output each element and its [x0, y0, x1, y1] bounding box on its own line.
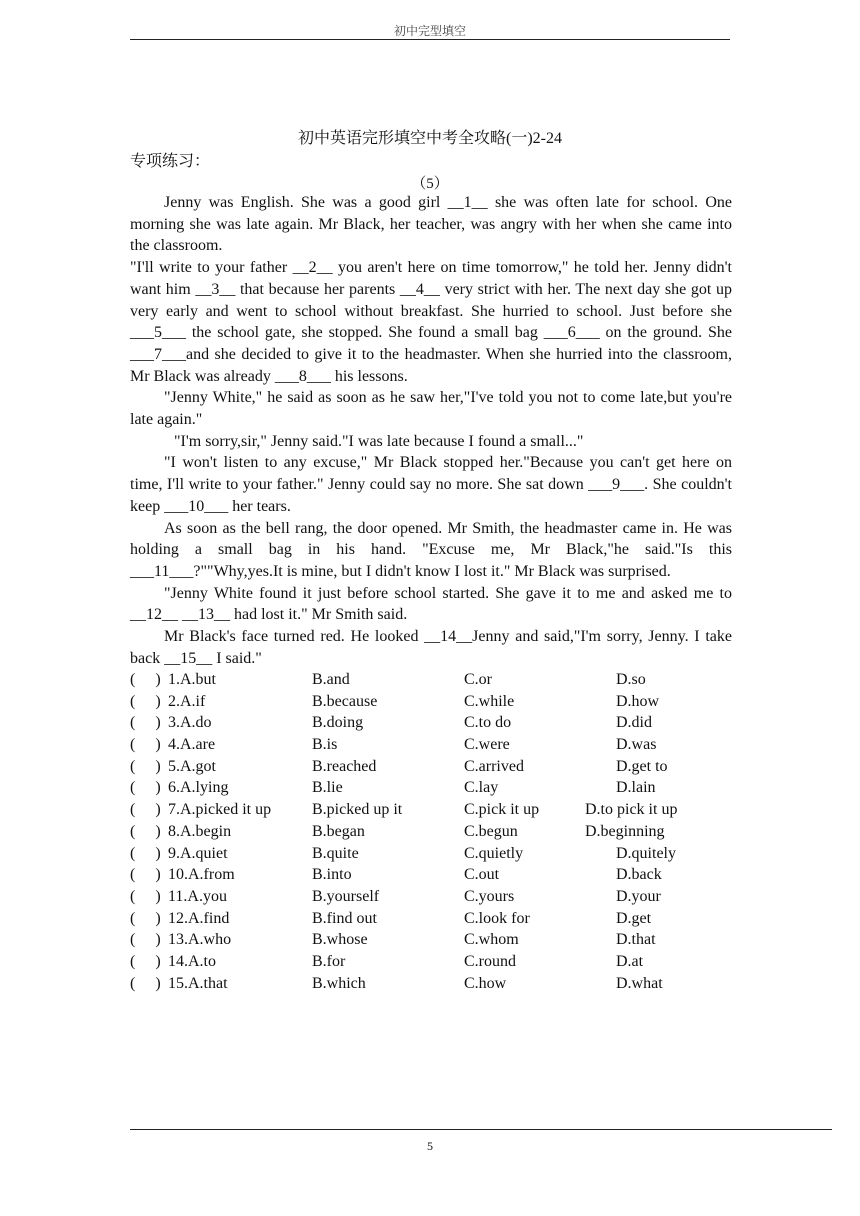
option-a: 12.A.find — [168, 909, 230, 927]
passage-paragraph: "Jenny White," he said as soon as he saw her,"I've told you not to come late,but you're late again." — [130, 389, 732, 429]
option-d: D.get to — [616, 757, 668, 775]
question-row — [130, 799, 730, 821]
passage-paragraph: Mr Black's face turned red. He looked __14__Jenny and said,"I'm sorry, Jenny. I take back __15__ I said." — [130, 628, 732, 667]
option-b: B.for — [312, 952, 346, 970]
question-row — [130, 691, 730, 713]
question-row — [130, 669, 730, 691]
option-d: D.was — [616, 736, 657, 754]
answer-blank[interactable]: ( ) — [130, 714, 161, 732]
option-c: C.whom — [464, 931, 519, 949]
option-a: 9.A.quiet — [168, 844, 228, 862]
passage-number: （5） — [411, 176, 449, 192]
option-a: 4.A.are — [168, 736, 216, 754]
option-b: B.began — [312, 822, 365, 840]
option-c: C.or — [464, 671, 492, 688]
option-a: 6.A.lying — [168, 779, 229, 797]
question-row — [130, 973, 730, 995]
option-a: 13.A.who — [168, 931, 232, 949]
option-c: C.while — [464, 692, 515, 710]
question-row — [130, 864, 730, 886]
option-a: 1.A.but — [168, 671, 216, 688]
option-c: C.lay — [464, 779, 499, 797]
question-row — [130, 734, 730, 756]
answer-blank[interactable]: ( ) — [130, 757, 161, 775]
option-c: C.yours — [464, 887, 515, 905]
page-number: 5 — [427, 1139, 433, 1153]
question-row — [130, 908, 730, 930]
option-c: C.how — [464, 974, 507, 992]
passage-paragraph: As soon as the bell rang, the door opened. Mr Smith, the headmaster came in. He was holding a small bag in his hand. "Excuse me, Mr Black,"he said."Is this ___11___?""Why,yes.It is mine, but I didn't know I lost it." Mr Black was surprised. — [130, 519, 732, 580]
option-d: D.get — [616, 909, 652, 927]
option-b: B.is — [312, 736, 338, 754]
question-row — [130, 756, 730, 778]
document-title: 初中英语完形填空中考全攻略(一)2-24 — [298, 130, 562, 147]
answer-blank[interactable]: ( ) — [130, 909, 161, 927]
option-d: D.your — [616, 887, 661, 905]
option-b: B.picked up it — [312, 801, 403, 819]
option-a: 5.A.got — [168, 757, 216, 775]
option-d: D.at — [616, 952, 644, 970]
option-a: 15.A.that — [168, 974, 228, 992]
option-d: D.that — [616, 931, 656, 949]
answer-blank[interactable]: ( ) — [130, 736, 161, 754]
question-row — [130, 821, 730, 843]
answer-blank[interactable]: ( ) — [130, 974, 161, 992]
option-d: D.what — [616, 974, 663, 992]
answer-blank[interactable]: ( ) — [130, 801, 161, 819]
passage-paragraph: "I won't listen to any excuse," Mr Black stopped her."Because you can't get here on time, I'll write to your father." Jenny could say no more. She sat down ___9___. She couldn't keep ___10___ her tears. — [130, 454, 732, 515]
passage-paragraph: "I'm sorry,sir," Jenny said."I was late because I found a small..." — [174, 432, 584, 450]
answer-blank[interactable]: ( ) — [130, 844, 161, 862]
option-b: B.which — [312, 974, 366, 992]
option-b: B.because — [312, 692, 378, 710]
option-c: C.arrived — [464, 757, 524, 775]
running-header: 初中完型填空 — [393, 24, 466, 38]
answer-blank[interactable]: ( ) — [130, 671, 161, 688]
option-d: D.to pick it up — [585, 801, 678, 819]
option-c: C.pick it up — [464, 801, 540, 819]
answer-blank[interactable]: ( ) — [130, 952, 161, 970]
option-c: C.were — [464, 736, 510, 754]
option-d: D.beginning — [585, 822, 665, 840]
passage-paragraph: "I'll write to your father __2__ you aren't here on time tomorrow," he told her. Jenny didn't want him __3__ that because her parents __4__ very strict with her. The next day she got up very early and went to school without breakfast. She hurried to school. Just before she ___5___ the school gate, she stopped. She found a small bag ___6___ on the ground. She ___7___and she decided to give it to the headmaster. When she hurried into the classroom, Mr Black was already ___8___ his lessons. — [130, 259, 732, 385]
question-row — [130, 843, 730, 865]
option-c: C.to do — [464, 714, 512, 732]
option-b: B.quite — [312, 844, 359, 862]
question-row — [130, 712, 730, 734]
question-row — [130, 777, 730, 799]
option-b: B.lie — [312, 779, 343, 797]
option-c: C.look for — [464, 909, 530, 927]
cloze-passage — [130, 192, 732, 669]
passage-paragraph: "Jenny White found it just before school started. She gave it to me and asked me to __12__ __13__ had lost it." Mr Smith said. — [130, 584, 732, 624]
option-a: 14.A.to — [168, 952, 216, 970]
option-b: B.and — [312, 671, 350, 688]
option-b: B.whose — [312, 931, 368, 949]
option-b: B.doing — [312, 714, 364, 732]
header-rule — [130, 39, 730, 40]
option-b: B.yourself — [312, 887, 380, 905]
option-b: B.reached — [312, 757, 377, 775]
option-a: 8.A.begin — [168, 822, 232, 840]
option-c: C.begun — [464, 822, 518, 840]
option-b: B.find out — [312, 909, 377, 927]
answer-options-list — [130, 669, 730, 994]
option-a: 10.A.from — [168, 866, 235, 884]
answer-blank[interactable]: ( ) — [130, 931, 161, 949]
option-a: 2.A.if — [168, 692, 206, 710]
answer-blank[interactable]: ( ) — [130, 866, 161, 884]
option-c: C.out — [464, 866, 500, 884]
option-c: C.round — [464, 952, 516, 970]
option-d: D.how — [616, 692, 660, 710]
footer-rule — [130, 1129, 832, 1130]
option-d: D.did — [616, 714, 652, 732]
option-c: C.quietly — [464, 844, 524, 862]
question-row — [130, 951, 730, 973]
option-a: 3.A.do — [168, 714, 212, 732]
option-a: 11.A.you — [168, 887, 227, 905]
option-b: B.into — [312, 866, 352, 884]
answer-blank[interactable]: ( ) — [130, 887, 161, 905]
option-d: D.quitely — [616, 844, 676, 862]
answer-blank[interactable]: ( ) — [130, 779, 161, 797]
answer-blank[interactable]: ( ) — [130, 692, 161, 710]
passage-paragraph: Jenny was English. She was a good girl __1__ she was often late for school. One morning she was late again. Mr Black, her teacher, was angry with her when she came into the classroom. — [130, 194, 732, 255]
option-d: D.back — [616, 866, 662, 884]
question-row — [130, 886, 730, 908]
answer-blank[interactable]: ( ) — [130, 822, 161, 840]
section-label: 专项练习： — [130, 153, 211, 170]
option-a: 7.A.picked it up — [168, 801, 272, 819]
question-row — [130, 929, 730, 951]
option-d: D.lain — [616, 779, 656, 797]
option-d: D.so — [616, 671, 646, 688]
